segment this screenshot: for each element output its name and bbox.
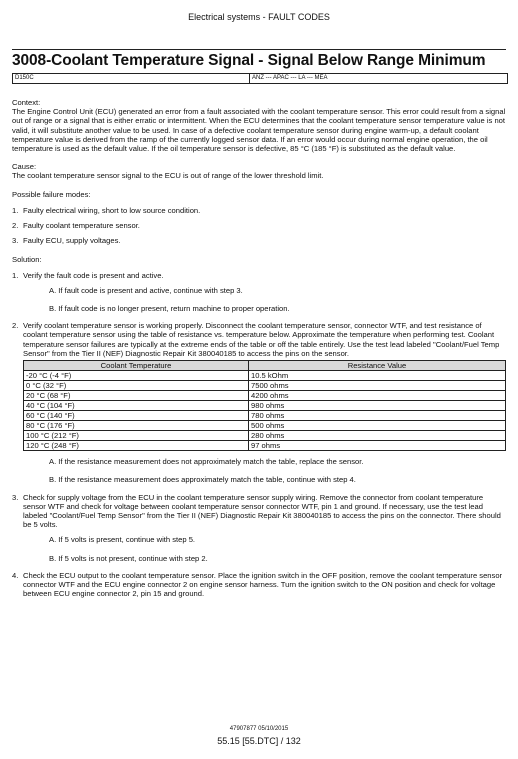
solution-step-3: 3. Check for supply voltage from the ECU in the coolant temperature sensor supply wiring. Remove the connector from coolant temperature sensor WTF and check for voltage between coolant temperature sensor connector WTF, pin 1 and ground. If necessary, use the test lead labeled "Coolant/Fuel Temp Sensor" from the Tier II (NEF) Diagnostic Repair Kit 380040185 to access the pins on the connector. There should be 5 volts. A. If 5 volts is present, continue with step 5. B. If 5 volts is not present, continue with step 2. xyxy=(12,493,506,563)
table-header: Resistance Value xyxy=(249,361,506,371)
table-row: -20 °C (-4 °F) 10.5 kOhm xyxy=(24,371,506,381)
step3-option-b: B. If 5 volts is not present, continue with step 2. xyxy=(49,553,208,563)
page-header: Electrical systems - FAULT CODES xyxy=(188,12,330,22)
table-header: Coolant Temperature xyxy=(24,361,249,371)
cause-text: The coolant temperature sensor signal to the ECU is out of range of the lower threshold limit. xyxy=(12,171,324,181)
step2-option-a: A. If the resistance measurement does not approximately match the table, replace the sensor. xyxy=(49,457,364,467)
context-text: The Engine Control Unit (ECU) generated an error from a fault associated with the coolant temperature sensor. This error could result from a signal out of range or a signal that is either erratic or intermittent. When the ECU determines that the coolant temperature sensor temperature value is not valid, it will substitute another value to be used. In case of a defective coolant temperature sensor during engine warm-up, a default coolant temperature value is derived from the ramp of the currently logged sensor data. If an error would occur during normal engine operation, the oil temperature is used as the default value. If the oil temperature sensor is defective, 85 °C (185 °F) is substituted as the default value. xyxy=(12,107,506,154)
table-row: 40 °C (104 °F) 980 ohms xyxy=(24,401,506,411)
table-row: 20 °C (68 °F) 4200 ohms xyxy=(24,391,506,401)
solution-step-1: 1. Verify the fault code is present and active. A. If fault code is present and active, continue with step 3. B. If fault code is no longer present, return machine to proper operation. xyxy=(12,271,506,314)
table-row: 120 °C (248 °F) 97 ohms xyxy=(24,441,506,451)
solution-step-2: 2. Verify coolant temperature sensor is working properly. Disconnect the coolant temperature sensor, connector WTF, and test resistance of coolant temperature sensor using the table of resistance vs. temperature below. Approximate the temperature when performing test. Coolant temperature sensor failures are typically at the extreme ends of the table or off the table entirely. Use the test lead labeled "Coolant/Fuel Temp Sensor" from the Tier II (NEF) Diagnostic Repair Kit 380040185 to access the pins on the sensor. Coolant Temperature Resistance Value -20 °C (-4 °F) 10.5 kOhm 0 °C (32 °F) 7500 ohms 20 °C (68 °F) 4200 ohms 40 °C (104 °F) 980 ohms 60 °C (140 °F) 780 ohms 80 °C (176 °F) 500 ohms 100 °C (212 °F) 280 ohms 120 °C (248 °F) 97 ohms A. If the resistance measurement does not approximately match the table, replace the sensor. B. If the resistance measurement does approximately match the table, continue with step 4. xyxy=(12,321,506,484)
table-row: 60 °C (140 °F) 780 ohms xyxy=(24,411,506,421)
page-number: 55.15 [55.DTC] / 132 xyxy=(217,736,301,746)
solution-heading: Solution: xyxy=(12,255,42,265)
context-heading: Context: xyxy=(12,98,41,107)
list-item: 3. Faulty ECU, supply voltages. xyxy=(12,236,121,246)
list-item: 2. Faulty coolant temperature sensor. xyxy=(12,221,140,231)
fault-code-id: D150C xyxy=(15,75,34,81)
table-row: 80 °C (176 °F) 500 ohms xyxy=(24,421,506,431)
step1-option-b: B. If fault code is no longer present, return machine to proper operation. xyxy=(49,304,290,314)
step1-option-a: A. If fault code is present and active, continue with step 3. xyxy=(49,285,243,295)
solution-steps xyxy=(12,271,506,599)
failure-modes-list xyxy=(12,206,506,246)
failure-modes-heading: Possible failure modes: xyxy=(12,189,91,199)
table-row: 0 °C (32 °F) 7500 ohms xyxy=(24,381,506,391)
region-list: ANZ --- APAC --- LA --- MEA xyxy=(249,74,328,83)
step2-option-b: B. If the resistance measurement does approximately match the table, continue with step 4. xyxy=(49,475,356,485)
applicability-bar xyxy=(12,73,508,84)
document-id: 47907877 05/10/2015 xyxy=(229,726,289,732)
page-title: 3008-Coolant Temperature Signal - Signal Below Range Minimum xyxy=(12,49,506,70)
list-item: 1. Faulty electrical wiring, short to low source condition. xyxy=(12,205,201,215)
solution-step-4: 4. Check the ECU output to the coolant temperature sensor. Place the ignition switch in the OFF position, remove the coolant temperature sensor connector WTF and the ECU engine connector 2 on engine sensor harness. Turn the ignition switch to the ON position and check for voltage between ECU engine connector 2, pin 15 and ground. xyxy=(12,570,503,599)
cause-heading: Cause: xyxy=(12,162,37,172)
page-body xyxy=(12,98,506,605)
step3-option-a: A. If 5 volts is present, continue with step 5. xyxy=(49,535,196,545)
table-row: 100 °C (212 °F) 280 ohms xyxy=(24,431,506,441)
resistance-table xyxy=(23,360,506,451)
